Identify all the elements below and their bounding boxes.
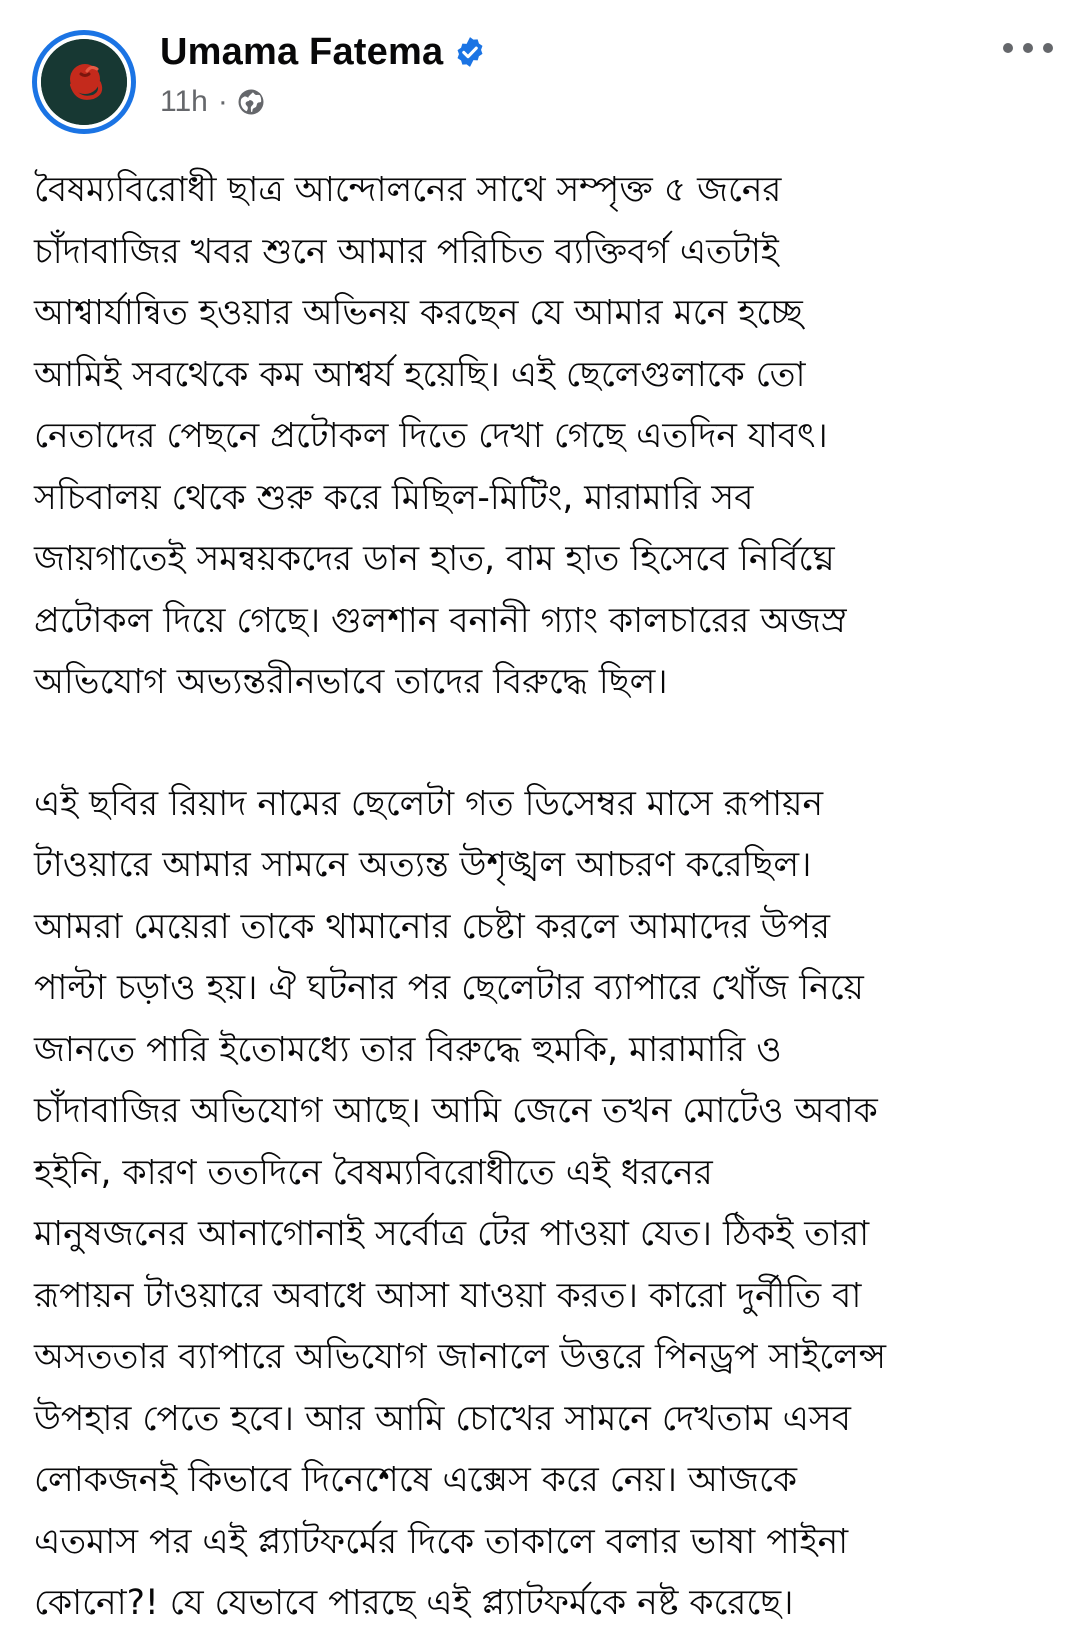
post-meta	[160, 84, 266, 120]
post-line: এতমাস পর এই প্ল্যাটফর্মের দিকে তাকালে বলার ভাষা পাইনা	[34, 1521, 849, 1562]
post-line: পাল্টা চড়াও হয়। ঐ ঘটনার পর ছেলেটার ব্যাপারে খোঁজ নিয়ে	[34, 968, 864, 1008]
post-timestamp[interactable]: 11h	[160, 85, 208, 118]
post-line: আমিই সবথেকে কম আশ্বর্য হয়েছি। এই ছেলেগুলাকে তো	[34, 354, 806, 395]
post-line: উপহার পেতে হবে। আর আমি চোখের সামনে দেখতাম এসব	[34, 1398, 851, 1439]
post-line: হইনি, কারণ ততদিনে বৈষম্যবিরোধীতে এই ধরনের	[34, 1152, 713, 1193]
avatar-image	[41, 39, 127, 125]
author-name[interactable]: Umama Fatema	[160, 30, 444, 73]
post-line: চাঁদাবাজির অভিযোগ আছে। আমি জেনে তখন মোটেও অবাক	[34, 1091, 878, 1131]
post-line: প্রটোকল দিয়ে গেছে। গুলশান বনানী গ্যাং কালচারের অজস্র	[34, 600, 847, 641]
post-line: নেতাদের পেছনে প্রটোকল দিতে দেখা গেছে এতদিন যাবৎ।	[34, 416, 828, 456]
post-line: লোকজনই কিভাবে দিনেশেষে এক্সেস করে নেয়। আজকে	[34, 1460, 798, 1500]
meta-separator: ·	[217, 85, 228, 118]
more-options-button[interactable]	[998, 30, 1058, 66]
post-line: মানুষজনের আনাগোনাই সর্বোত্র টের পাওয়া যেত। ঠিকই তারা	[34, 1214, 870, 1254]
post-line: জায়গাতেই সমন্বয়কদের ডান হাত, বাম হাত হিসেবে নির্বিঘ্নে	[34, 539, 835, 579]
post-paragraph	[34, 160, 1064, 714]
post-line: কোনো?! যে যেভাবে পারছে এই প্ল্যাটফর্মকে নষ্ট করেছে।	[34, 1583, 794, 1623]
post-line: সচিবালয় থেকে শুরু করে মিছিল-মিটিং, মারামারি সব	[34, 477, 754, 518]
post-line: অভিযোগ অভ্যন্তরীনভাবে তাদের বিরুদ্ধে ছিল।	[34, 662, 668, 702]
post-line: অসততার ব্যাপারে অভিযোগ জানালে উত্তরে পিনড্রপ সাইলেন্স	[34, 1337, 886, 1377]
post-line: চাঁদাবাজির খবর শুনে আমার পরিচিত ব্যক্তিবর্গ এতটাই	[34, 231, 779, 272]
globe-icon[interactable]	[236, 87, 266, 117]
paragraph-gap	[34, 714, 1064, 774]
post-line: আমরা মেয়েরা তাকে থামানোর চেষ্টা করলে আমাদের উপর	[34, 906, 830, 947]
post-line: টাওয়ারে আমার সামনে অত্যন্ত উশৃঙ্খল আচরণ করেছিল।	[34, 845, 812, 885]
more-options-icon	[1002, 41, 1054, 55]
author-row	[160, 28, 487, 76]
post-line: এই ছবির রিয়াদ নামের ছেলেটা গত ডিসেম্বর মাসে রূপায়ন	[34, 783, 824, 824]
post-line: আশ্বার্যান্বিত হওয়ার অভিনয় করছেন যে আমার মনে হচ্ছে	[34, 293, 803, 333]
author-avatar[interactable]	[32, 30, 136, 134]
post-header	[0, 0, 1080, 140]
post-paragraph	[34, 774, 1064, 1635]
post-line: জানতে পারি ইতোমধ্যে তার বিরুদ্ধে হুমকি, মারামারি ও	[34, 1029, 782, 1070]
verified-badge-icon	[453, 35, 487, 69]
post-line: রূপায়ন টাওয়ারে অবাধে আসা যাওয়া করত। কারো দুর্নীতি বা	[34, 1275, 862, 1316]
post-body	[34, 160, 1064, 1635]
post-line: বৈষম্যবিরোধী ছাত্র আন্দোলনের সাথে সম্পৃক্ত ৫ জনের	[34, 170, 782, 210]
